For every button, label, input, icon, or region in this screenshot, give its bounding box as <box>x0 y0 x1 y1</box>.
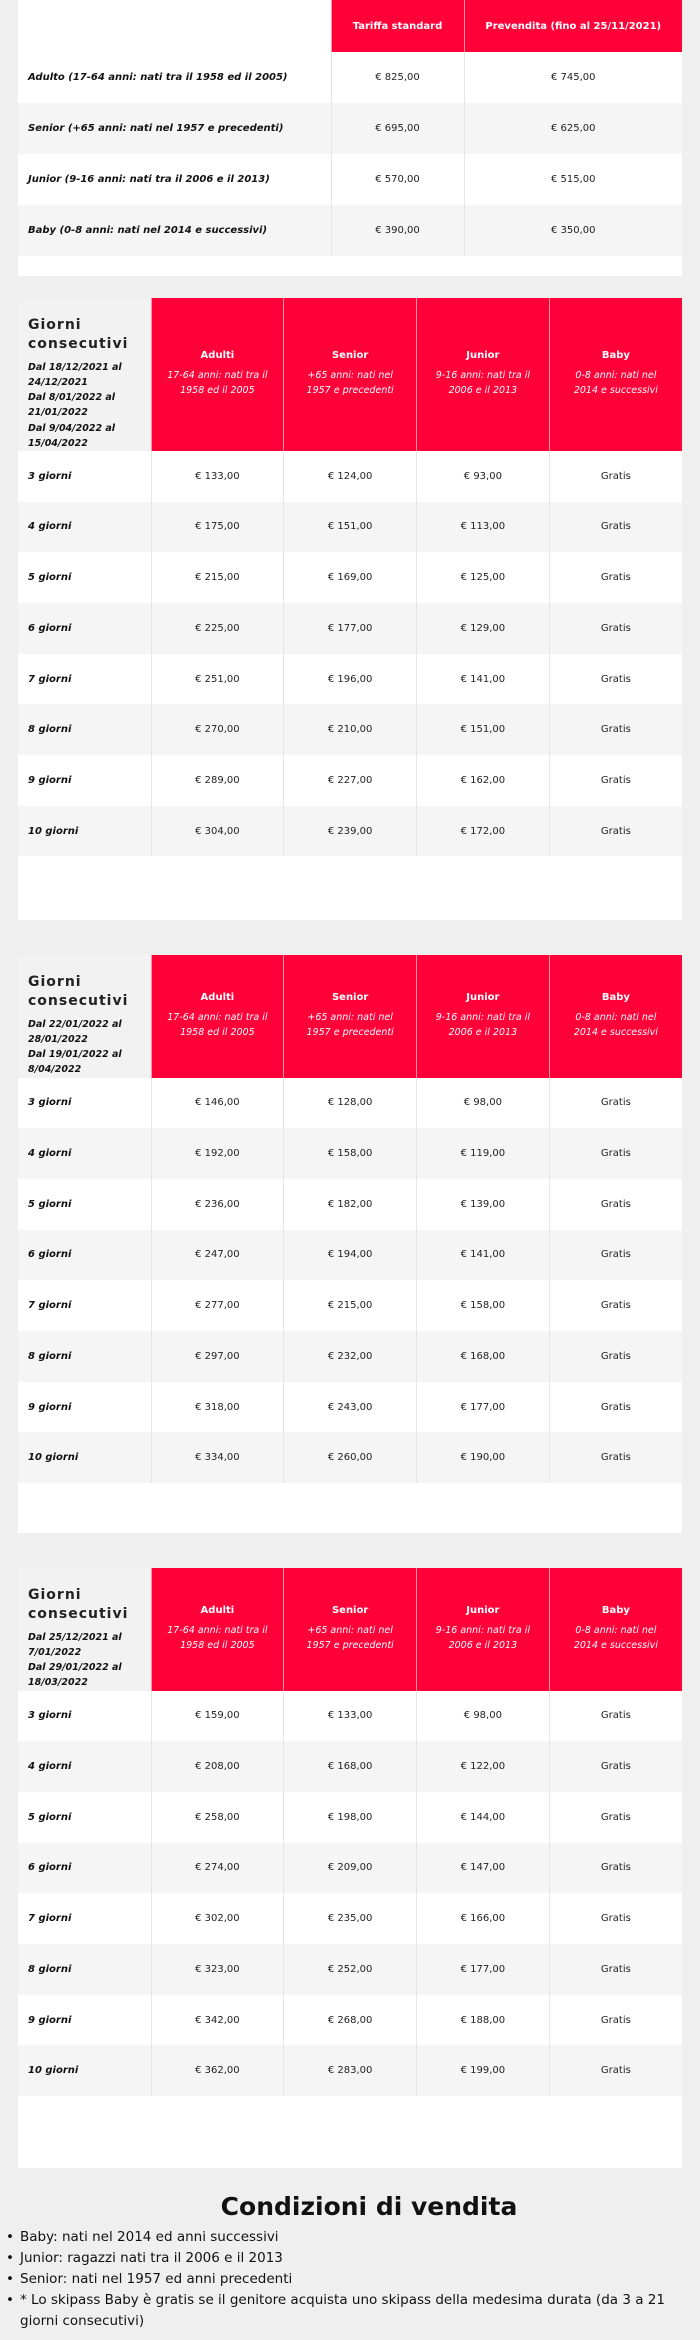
table-row <box>18 1078 682 1129</box>
column-subtitle: +65 anni: nati nel 1957 e precedenti <box>306 1625 394 1651</box>
list-item: • Baby: nati nel 2014 ed anni successivi <box>6 2227 700 2248</box>
price-cell: € 141,00 <box>417 654 550 705</box>
table-row <box>18 1382 682 1433</box>
row-label: 7 giorni <box>18 654 151 705</box>
column-subtitle: 9-16 anni: nati tra il 2006 e il 2013 <box>435 1625 531 1651</box>
price-cell: € 192,00 <box>151 1128 284 1179</box>
period-title: Giorni consecutivi <box>28 974 129 1009</box>
column-header-senior <box>284 1568 417 1691</box>
column-header-adulti <box>151 955 284 1078</box>
period-table-1 <box>18 298 682 920</box>
column-header-baby <box>549 955 682 1078</box>
price-cell: € 297,00 <box>151 1331 284 1382</box>
price-cell: € 146,00 <box>151 1078 284 1129</box>
price-cell: € 177,00 <box>284 603 417 654</box>
price-cell: € 225,00 <box>151 603 284 654</box>
price-cell: € 194,00 <box>284 1230 417 1281</box>
price-cell: € 133,00 <box>151 451 284 502</box>
table-row <box>18 1179 682 1230</box>
table-row <box>18 52 682 103</box>
table-row <box>18 154 682 205</box>
price-cell: € 215,00 <box>284 1280 417 1331</box>
column-subtitle: 0-8 anni: nati nel 2014 e successivi <box>573 1012 658 1038</box>
row-label: 10 giorni <box>18 806 151 857</box>
table-row <box>18 1128 682 1179</box>
list-item: • Senior: nati nel 1957 ed anni precedenti <box>6 2269 700 2290</box>
table-row <box>18 806 682 857</box>
period-dates <box>28 1017 151 1078</box>
row-label: Baby (0-8 anni: nati nel 2014 e successivi) <box>18 205 331 256</box>
column-title: Junior <box>466 350 500 362</box>
price-cell: € 124,00 <box>284 451 417 502</box>
period-dates <box>28 1630 151 1691</box>
column-title: Adulti <box>200 992 235 1004</box>
table-row <box>18 704 682 755</box>
table-row <box>18 205 682 256</box>
conditions-list <box>0 2227 700 2332</box>
column-header-baby <box>549 1568 682 1691</box>
period-title: Giorni consecutivi <box>28 317 129 352</box>
column-header-adulti <box>151 298 284 451</box>
column-subtitle: 17-64 anni: nati tra il 1958 ed il 2005 <box>167 1012 268 1038</box>
column-title: Senior <box>331 1605 369 1617</box>
row-label: 4 giorni <box>18 502 151 553</box>
price-cell: € 169,00 <box>284 552 417 603</box>
period-header <box>18 1568 151 1691</box>
column-title: Baby <box>601 992 630 1004</box>
column-header-adulti <box>151 1568 284 1691</box>
price-cell: € 268,00 <box>284 1995 417 2046</box>
table-row <box>18 2045 682 2096</box>
price-cell: € 243,00 <box>284 1382 417 1433</box>
price-cell: Gratis <box>549 755 682 806</box>
price-cell: Gratis <box>549 1995 682 2046</box>
price-cell: € 362,00 <box>151 2045 284 2096</box>
price-cell: € 302,00 <box>151 1893 284 1944</box>
table-row <box>18 1280 682 1331</box>
period-dates <box>28 360 151 451</box>
table-row <box>18 1691 682 1742</box>
price-cell: € 258,00 <box>151 1792 284 1843</box>
price-cell: € 93,00 <box>417 451 550 502</box>
price-cell: Gratis <box>549 654 682 705</box>
period-date-range: Dal 22/01/2022 al 28/01/2022 <box>28 1018 122 1045</box>
price-cell: € 129,00 <box>417 603 550 654</box>
price-cell: Gratis <box>549 1893 682 1944</box>
row-label: 4 giorni <box>18 1128 151 1179</box>
price-cell: € 162,00 <box>417 755 550 806</box>
table-row <box>18 451 682 502</box>
price-cell: € 274,00 <box>151 1843 284 1894</box>
row-label: 7 giorni <box>18 1280 151 1331</box>
price-cell: € 270,00 <box>151 704 284 755</box>
price-cell: Gratis <box>549 1078 682 1129</box>
price-cell: € 209,00 <box>284 1843 417 1894</box>
price-cell: Gratis <box>549 1432 682 1483</box>
price-cell: € 215,00 <box>151 552 284 603</box>
table-row <box>18 1792 682 1843</box>
price-cell: € 177,00 <box>417 1944 550 1995</box>
period-date-range: Dal 29/01/2022 al 18/03/2022 <box>28 1662 122 1689</box>
price-presale: € 350,00 <box>464 205 682 256</box>
period-header <box>18 955 151 1078</box>
period-date-range: Dal 9/04/2022 al 15/04/2022 <box>28 422 116 449</box>
price-cell: € 247,00 <box>151 1230 284 1281</box>
price-cell: € 323,00 <box>151 1944 284 1995</box>
table-row <box>18 755 682 806</box>
column-subtitle: 17-64 anni: nati tra il 1958 ed il 2005 <box>167 1625 268 1651</box>
column-header-senior <box>284 298 417 451</box>
price-cell: € 210,00 <box>284 704 417 755</box>
row-label: 8 giorni <box>18 1944 151 1995</box>
price-cell: € 98,00 <box>417 1078 550 1129</box>
price-cell: € 190,00 <box>417 1432 550 1483</box>
price-cell: € 304,00 <box>151 806 284 857</box>
season-pass-table <box>18 0 682 276</box>
price-cell: Gratis <box>549 451 682 502</box>
column-title: Junior <box>466 992 500 1004</box>
column-title: Baby <box>601 1605 630 1617</box>
price-cell: € 172,00 <box>417 806 550 857</box>
row-label: 6 giorni <box>18 1843 151 1894</box>
column-subtitle: +65 anni: nati nel 1957 e precedenti <box>306 1012 394 1038</box>
price-cell: € 227,00 <box>284 755 417 806</box>
price-cell: € 144,00 <box>417 1792 550 1843</box>
price-cell: € 289,00 <box>151 755 284 806</box>
row-label: 9 giorni <box>18 755 151 806</box>
price-cell: Gratis <box>549 1382 682 1433</box>
table-row <box>18 1843 682 1894</box>
table-row <box>18 502 682 553</box>
price-cell: € 168,00 <box>417 1331 550 1382</box>
price-cell: Gratis <box>549 1331 682 1382</box>
column-title: Senior <box>331 350 369 362</box>
row-label: 10 giorni <box>18 1432 151 1483</box>
price-cell: € 235,00 <box>284 1893 417 1944</box>
price-cell: € 113,00 <box>417 502 550 553</box>
price-cell: € 151,00 <box>284 502 417 553</box>
price-cell: € 188,00 <box>417 1995 550 2046</box>
period-date-range: Dal 18/12/2021 al 24/12/2021 <box>28 361 122 388</box>
table-row <box>18 1944 682 1995</box>
table-row <box>18 1230 682 1281</box>
price-cell: Gratis <box>549 1280 682 1331</box>
price-cell: Gratis <box>549 1741 682 1792</box>
period-date-range: Dal 19/01/2022 al 8/04/2022 <box>28 1049 122 1076</box>
table-row <box>18 103 682 154</box>
price-cell: Gratis <box>549 603 682 654</box>
table-row <box>18 1893 682 1944</box>
row-label: Adulto (17-64 anni: nati tra il 1958 ed il 2005) <box>18 52 331 103</box>
conditions-section <box>0 2192 700 2332</box>
price-cell: € 199,00 <box>417 2045 550 2096</box>
price-presale: € 745,00 <box>464 52 682 103</box>
price-cell: € 133,00 <box>284 1691 417 1742</box>
price-cell: € 251,00 <box>151 654 284 705</box>
table-row <box>18 1995 682 2046</box>
column-subtitle: 9-16 anni: nati tra il 2006 e il 2013 <box>435 370 531 396</box>
column-header-junior <box>417 955 550 1078</box>
price-cell: Gratis <box>549 2045 682 2096</box>
price-cell: € 177,00 <box>417 1382 550 1433</box>
price-cell: € 151,00 <box>417 704 550 755</box>
table-row <box>18 1331 682 1382</box>
column-title: Junior <box>466 1605 500 1617</box>
row-label: 3 giorni <box>18 1078 151 1129</box>
price-cell: € 342,00 <box>151 1995 284 2046</box>
price-cell: € 283,00 <box>284 2045 417 2096</box>
price-cell: € 119,00 <box>417 1128 550 1179</box>
column-header-presale: Prevendita (fino al 25/11/2021) <box>464 0 682 52</box>
row-label: 5 giorni <box>18 1179 151 1230</box>
price-cell: Gratis <box>549 502 682 553</box>
price-cell: € 277,00 <box>151 1280 284 1331</box>
period-table-3 <box>18 1568 682 2168</box>
price-cell: Gratis <box>549 1792 682 1843</box>
column-header-baby <box>549 298 682 451</box>
price-cell: € 125,00 <box>417 552 550 603</box>
price-cell: € 198,00 <box>284 1792 417 1843</box>
row-label: 7 giorni <box>18 1893 151 1944</box>
price-cell: € 168,00 <box>284 1741 417 1792</box>
price-cell: € 158,00 <box>417 1280 550 1331</box>
column-subtitle: 9-16 anni: nati tra il 2006 e il 2013 <box>435 1012 531 1038</box>
price-cell: € 334,00 <box>151 1432 284 1483</box>
row-label: 3 giorni <box>18 1691 151 1742</box>
price-cell: Gratis <box>549 1128 682 1179</box>
row-label: 8 giorni <box>18 704 151 755</box>
price-cell: € 141,00 <box>417 1230 550 1281</box>
price-cell: Gratis <box>549 1944 682 1995</box>
column-subtitle: +65 anni: nati nel 1957 e precedenti <box>306 370 394 396</box>
price-standard: € 570,00 <box>331 154 464 205</box>
column-subtitle: 17-64 anni: nati tra il 1958 ed il 2005 <box>167 370 268 396</box>
list-item: • * Lo skipass Baby è gratis se il genitore acquista uno skipass della medesima durata (da 3 a 21 giorni consecutivi) <box>6 2290 700 2332</box>
price-cell: Gratis <box>549 1230 682 1281</box>
price-cell: € 147,00 <box>417 1843 550 1894</box>
column-title: Senior <box>331 992 369 1004</box>
column-header-standard: Tariffa standard <box>331 0 464 52</box>
column-title: Adulti <box>200 1605 235 1617</box>
conditions-title: Condizioni di vendita <box>220 2192 518 2221</box>
price-standard: € 390,00 <box>331 205 464 256</box>
column-header-junior <box>417 298 550 451</box>
price-cell: Gratis <box>549 1691 682 1742</box>
row-label: 10 giorni <box>18 2045 151 2096</box>
row-label: 5 giorni <box>18 552 151 603</box>
period-table-2 <box>18 955 682 1533</box>
row-label: 5 giorni <box>18 1792 151 1843</box>
row-label: Junior (9-16 anni: nati tra il 2006 e il 2013) <box>18 154 331 205</box>
price-presale: € 515,00 <box>464 154 682 205</box>
row-label: 6 giorni <box>18 1230 151 1281</box>
price-cell: Gratis <box>549 806 682 857</box>
table-row <box>18 552 682 603</box>
price-standard: € 695,00 <box>331 103 464 154</box>
column-subtitle: 0-8 anni: nati nel 2014 e successivi <box>573 1625 658 1651</box>
price-cell: € 208,00 <box>151 1741 284 1792</box>
price-cell: € 239,00 <box>284 806 417 857</box>
row-label: 9 giorni <box>18 1995 151 2046</box>
row-label: 8 giorni <box>18 1331 151 1382</box>
row-label: 6 giorni <box>18 603 151 654</box>
price-cell: Gratis <box>549 704 682 755</box>
price-cell: Gratis <box>549 552 682 603</box>
table-row <box>18 603 682 654</box>
price-cell: € 128,00 <box>284 1078 417 1129</box>
price-standard: € 825,00 <box>331 52 464 103</box>
period-header <box>18 298 151 451</box>
price-cell: € 159,00 <box>151 1691 284 1742</box>
price-cell: € 232,00 <box>284 1331 417 1382</box>
table-row <box>18 1741 682 1792</box>
price-cell: € 236,00 <box>151 1179 284 1230</box>
row-label: 9 giorni <box>18 1382 151 1433</box>
column-header-senior <box>284 955 417 1078</box>
price-cell: € 182,00 <box>284 1179 417 1230</box>
price-cell: € 175,00 <box>151 502 284 553</box>
row-label: 4 giorni <box>18 1741 151 1792</box>
period-title: Giorni consecutivi <box>28 1587 129 1622</box>
price-cell: € 166,00 <box>417 1893 550 1944</box>
column-header-junior <box>417 1568 550 1691</box>
table-row <box>18 654 682 705</box>
list-item: • Junior: ragazzi nati tra il 2006 e il 2013 <box>6 2248 700 2269</box>
period-date-range: Dal 25/12/2021 al 7/01/2022 <box>28 1631 122 1658</box>
price-cell: € 196,00 <box>284 654 417 705</box>
table-corner <box>18 0 331 52</box>
price-cell: € 158,00 <box>284 1128 417 1179</box>
row-label: 3 giorni <box>18 451 151 502</box>
price-cell: € 139,00 <box>417 1179 550 1230</box>
price-cell: € 122,00 <box>417 1741 550 1792</box>
column-subtitle: 0-8 anni: nati nel 2014 e successivi <box>573 370 658 396</box>
price-cell: Gratis <box>549 1843 682 1894</box>
price-cell: € 318,00 <box>151 1382 284 1433</box>
price-cell: € 98,00 <box>417 1691 550 1742</box>
table-row <box>18 1432 682 1483</box>
price-cell: Gratis <box>549 1179 682 1230</box>
price-presale: € 625,00 <box>464 103 682 154</box>
column-title: Adulti <box>200 350 235 362</box>
row-label: Senior (+65 anni: nati nel 1957 e precedenti) <box>18 103 331 154</box>
period-date-range: Dal 8/01/2022 al 21/01/2022 <box>28 392 116 419</box>
column-title: Baby <box>601 350 630 362</box>
price-cell: € 260,00 <box>284 1432 417 1483</box>
price-cell: € 252,00 <box>284 1944 417 1995</box>
